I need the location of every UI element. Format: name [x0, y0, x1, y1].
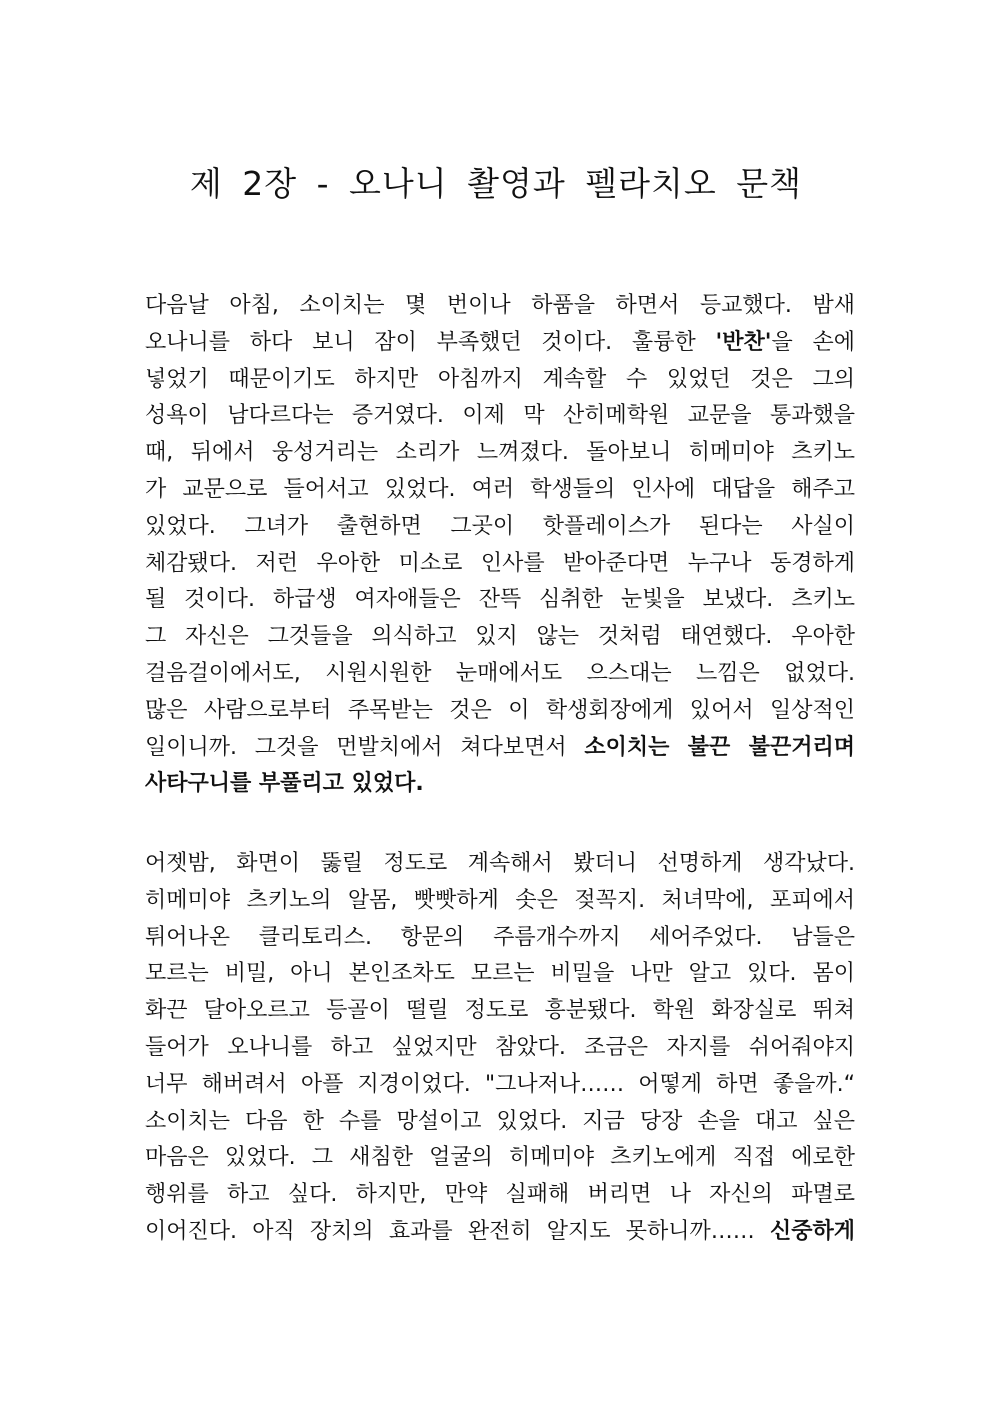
- text-line: 화끈 달아오르고 등골이 떨릴 정도로 흥분됐다. 학원 화장실로 뛰쳐: [145, 998, 855, 1024]
- text-line: 어젯밤, 화면이 뚫릴 정도로 계속해서 봤더니 선명하게 생각났다.: [145, 851, 855, 876]
- text-line: 체감됐다. 저런 우아한 미소로 인사를 받아준다면 누구나 동경하게: [145, 550, 855, 576]
- text-line: 다음날 아침, 소이치는 몇 번이나 하품을 하면서 등교했다. 밤새: [145, 293, 855, 318]
- text-line: 될 것이다. 하급생 여자애들은 잔뜩 심취한 눈빛을 보냈다. 츠키노: [145, 587, 855, 613]
- text-line: 모르는 비밀, 아니 본인조차도 모르는 비밀을 나만 알고 있다. 몸이: [145, 961, 855, 987]
- text-line: 많은 사람으로부터 주목받는 것은 이 학생회장에게 있어서 일상적인: [145, 697, 855, 723]
- text-line: 때, 뒤에서 웅성거리는 소리가 느껴졌다. 돌아보니 히메미야 츠키노: [145, 440, 855, 466]
- text-line: 가 교문으로 들어서고 있었다. 여러 학생들의 인사에 대답을 해주고: [145, 476, 855, 502]
- chapter-title: 제 2장 - 오나니 촬영과 펠라치오 문책: [189, 164, 803, 203]
- text-run: 오나니를 하다 보니 잠이 부족했던 것이다. 훌륭한: [145, 329, 716, 355]
- text-line: 튀어나온 클리토리스. 항문의 주름개수까지 세어주었다. 남들은: [145, 924, 855, 950]
- bold-run: 신중하게: [769, 1218, 855, 1244]
- text-line: 그 자신은 그것들을 의식하고 있지 않는 것처럼 태연했다. 우아한: [145, 624, 855, 650]
- text-line: 마음은 있었다. 그 새침한 얼굴의 히메미야 츠키노에게 직접 에로한: [145, 1145, 855, 1171]
- text-line: 넣었기 때문이기도 하지만 아침까지 계속할 수 있었던 것은 그의: [145, 366, 855, 392]
- text-line: 성욕이 남다르다는 증거였다. 이제 막 산히메학원 교문을 통과했을: [145, 403, 855, 429]
- text-line: 히메미야 츠키노의 알몸, 빳빳하게 솟은 젖꼭지. 처녀막에, 포피에서: [145, 887, 855, 913]
- text-line: 소이치는 다음 한 수를 망설이고 있었다. 지금 당장 손을 대고 싶은: [145, 1108, 855, 1134]
- text-line: 걸음걸이에서도, 시원시원한 눈매에서도 으스대는 느낌은 없었다.: [145, 660, 855, 686]
- bold-run: '반찬': [715, 329, 772, 355]
- text-run: 일이니까. 그것을 먼발치에서 쳐다보면서: [145, 734, 585, 760]
- paragraph-1: [145, 288, 855, 803]
- text-line: 들어가 오나니를 하고 싶었지만 참았다. 조금은 자지를 쉬어줘야지: [145, 1034, 855, 1060]
- text-line: 행위를 하고 싶다. 하지만, 만약 실패해 버리면 나 자신의 파멸로: [145, 1182, 855, 1208]
- text-run: 이어진다. 아직 장치의 효과를 완전히 알지도 못하니까……: [145, 1218, 770, 1244]
- text-line: [145, 1214, 855, 1251]
- text-line: 있었다. 그녀가 출현하면 그곳이 핫플레이스가 된다는 사실이: [145, 513, 855, 539]
- bold-run: 소이치는 불끈 불끈거리며: [584, 734, 855, 760]
- paragraph-2: [145, 846, 855, 1251]
- text-line: 너무 해버려서 아플 지경이었다. "그나저나…… 어떻게 하면 좋을까.“: [145, 1071, 855, 1097]
- text-line: [145, 730, 855, 767]
- text-run: 을 손에: [771, 329, 856, 355]
- text-line: 사타구니를 부풀리고 있었다.: [145, 771, 424, 797]
- text-line: [145, 325, 855, 362]
